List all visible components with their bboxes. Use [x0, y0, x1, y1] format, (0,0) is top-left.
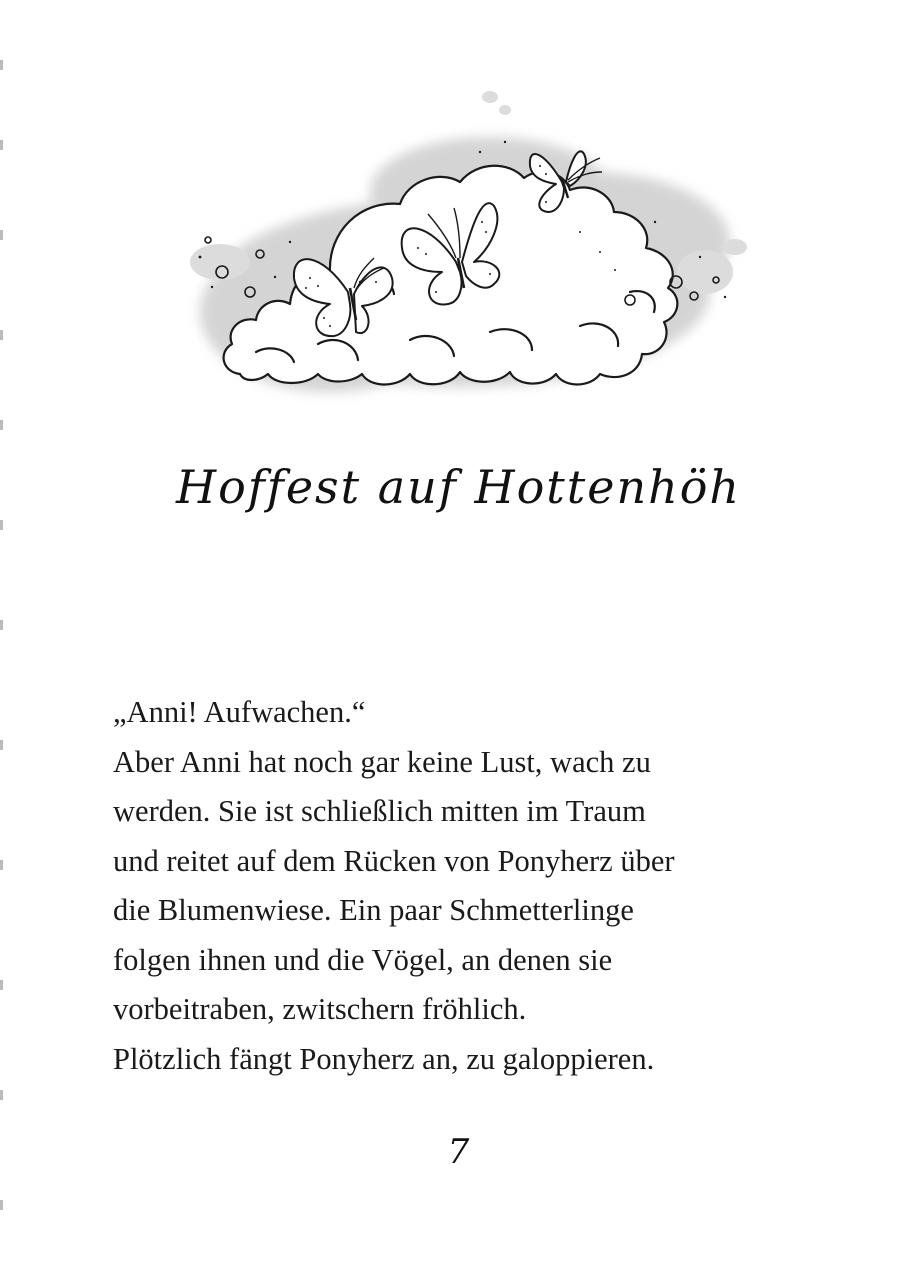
text-line: „Anni! Aufwachen.“ [113, 695, 366, 729]
chapter-title: Hoffest auf Hottenhöh [175, 460, 742, 514]
text-line: werden. Sie ist schließlich mitten im Traum [113, 794, 646, 828]
text-line: Aber Anni hat noch gar keine Lust, wach zu [113, 744, 651, 779]
text-line: vorbeitraben, zwitschern fröhlich. [113, 992, 527, 1026]
cloud-butterfly-illustration [160, 82, 760, 427]
chapter-body-text [113, 688, 833, 1084]
page-edge-marks [0, 0, 4, 1280]
text-line: und reitet auf dem Rücken von Ponyherz über [113, 843, 675, 878]
text-line: die Blumenwiese. Ein paar Schmetterlinge [113, 893, 634, 927]
text-line: folgen ihnen und die Vögel, an denen sie [113, 942, 613, 977]
text-line: Plötzlich fängt Ponyherz an, zu galoppieren. [113, 1041, 655, 1076]
page-number: 7 [447, 1132, 470, 1172]
